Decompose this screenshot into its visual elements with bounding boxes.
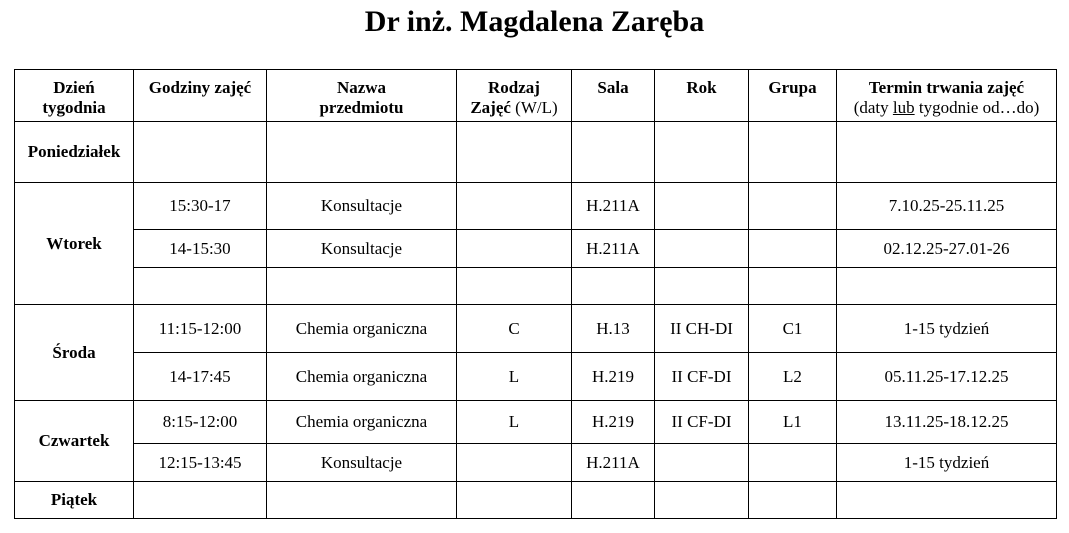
header-subject: Nazwa przedmiotu [267,70,457,122]
hours-cell: 14-17:45 [134,353,267,401]
subject-cell: Konsultacje [267,230,457,268]
table-row [15,353,1057,401]
header-row [15,70,1057,122]
year-cell [655,444,749,482]
group-cell [749,268,837,305]
group-cell: L2 [749,353,837,401]
subject-cell: Chemia organiczna [267,401,457,444]
header-room: Sala [572,70,655,122]
header-year: Rok [655,70,749,122]
hours-cell [134,268,267,305]
table-row [15,401,1057,444]
hours-cell [134,482,267,519]
year-cell [655,268,749,305]
group-cell [749,444,837,482]
header-term: Termin trwania zajęć (daty lub tygodnie od…do) [837,70,1057,122]
year-cell [655,183,749,230]
header-type: Rodzaj Zajęć (W/L) [457,70,572,122]
term-cell: 1-15 tydzień [837,444,1057,482]
day-cell-wednesday: Środa [15,305,134,401]
type-cell [457,482,572,519]
group-cell: C1 [749,305,837,353]
table-row [15,183,1057,230]
term-cell: 13.11.25-18.12.25 [837,401,1057,444]
room-cell: H.219 [572,401,655,444]
term-cell [837,268,1057,305]
room-cell [572,482,655,519]
day-cell-thursday: Czwartek [15,401,134,482]
type-cell: L [457,353,572,401]
type-cell [457,183,572,230]
term-cell: 7.10.25-25.11.25 [837,183,1057,230]
table-row [15,444,1057,482]
type-cell: L [457,401,572,444]
room-cell: H.211A [572,183,655,230]
term-cell: 1-15 tydzień [837,305,1057,353]
day-cell-tuesday: Wtorek [15,183,134,305]
room-cell [572,268,655,305]
hours-cell: 11:15-12:00 [134,305,267,353]
subject-cell: Chemia organiczna [267,305,457,353]
hours-cell: 12:15-13:45 [134,444,267,482]
room-cell: H.13 [572,305,655,353]
day-cell-friday: Piątek [15,482,134,519]
subject-cell: Konsultacje [267,444,457,482]
hours-cell: 14-15:30 [134,230,267,268]
header-hours: Godziny zajęć [134,70,267,122]
schedule-table [14,69,1057,519]
term-cell [837,122,1057,183]
table-row [15,268,1057,305]
group-cell [749,230,837,268]
page-title: Dr inż. Magdalena Zaręba [364,5,705,38]
room-cell [572,122,655,183]
subject-cell [267,122,457,183]
year-cell [655,230,749,268]
table-row [15,122,1057,183]
subject-cell [267,268,457,305]
table-row [15,305,1057,353]
room-cell: H.219 [572,353,655,401]
year-cell [655,122,749,183]
table-row [15,482,1057,519]
group-cell [749,122,837,183]
group-cell: L1 [749,401,837,444]
type-cell [457,230,572,268]
hours-cell: 8:15-12:00 [134,401,267,444]
year-cell: II CF-DI [655,353,749,401]
year-cell [655,482,749,519]
term-cell [837,482,1057,519]
term-cell: 02.12.25-27.01-26 [837,230,1057,268]
year-cell: II CF-DI [655,401,749,444]
subject-cell [267,482,457,519]
group-cell [749,482,837,519]
room-cell: H.211A [572,230,655,268]
group-cell [749,183,837,230]
year-cell: II CH-DI [655,305,749,353]
subject-cell: Chemia organiczna [267,353,457,401]
type-cell: C [457,305,572,353]
room-cell: H.211A [572,444,655,482]
hours-cell: 15:30-17 [134,183,267,230]
type-cell [457,268,572,305]
subject-cell: Konsultacje [267,183,457,230]
term-cell: 05.11.25-17.12.25 [837,353,1057,401]
header-day: Dzień tygodnia [15,70,134,122]
type-cell [457,444,572,482]
table-row [15,230,1057,268]
day-cell-monday: Poniedziałek [15,122,134,183]
header-group: Grupa [749,70,837,122]
type-cell [457,122,572,183]
hours-cell [134,122,267,183]
